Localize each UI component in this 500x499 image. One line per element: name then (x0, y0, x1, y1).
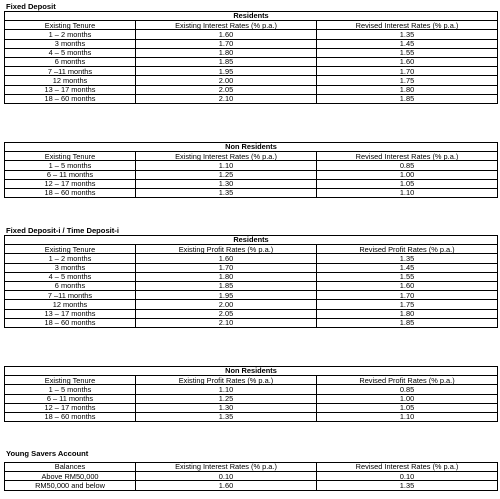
table-cell: 1.95 (136, 291, 317, 300)
table-cell: 1.80 (136, 272, 317, 281)
table-cell: 12 – 17 months (5, 179, 136, 188)
table-cell: 1.85 (317, 318, 498, 327)
column-header: Revised Interest Rates (% p.a.) (317, 21, 498, 30)
table-cell: 7 –11 months (5, 291, 136, 300)
table-cell: 2.00 (136, 76, 317, 85)
table-row (5, 394, 498, 403)
table-row (5, 254, 498, 263)
group-label: Non Residents (5, 367, 498, 376)
table-row (5, 291, 498, 300)
table-cell: 1.70 (317, 291, 498, 300)
table-cell: 2.10 (136, 94, 317, 103)
column-header: Existing Tenure (5, 376, 136, 385)
table-row (5, 281, 498, 290)
table-row (5, 170, 498, 179)
table-cell: 1.25 (136, 170, 317, 179)
table-cell: 1 – 2 months (5, 254, 136, 263)
table-cell: 4 – 5 months (5, 48, 136, 57)
column-header: Existing Profit Rates (% p.a.) (136, 376, 317, 385)
table-header-row (5, 463, 498, 472)
table-cell: 7 –11 months (5, 67, 136, 76)
table-cell: 18 – 60 months (5, 188, 136, 197)
table-row (5, 48, 498, 57)
table-cell: 0.85 (317, 385, 498, 394)
table-cell: 12 – 17 months (5, 403, 136, 412)
table-cell: 1.75 (317, 76, 498, 85)
fdi-non-residents-table (4, 366, 498, 422)
table-group-row (5, 236, 498, 245)
table-cell: 6 months (5, 281, 136, 290)
column-header: Existing Interest Rates (% p.a.) (136, 21, 317, 30)
table-cell: 1.60 (136, 481, 317, 490)
table-cell: 1.60 (317, 57, 498, 66)
table-cell: 1.35 (136, 188, 317, 197)
table-cell: 1.10 (136, 161, 317, 170)
section-title-fixed-deposit-i: Fixed Deposit-i / Time Deposit-i (6, 226, 119, 235)
table-cell: 3 months (5, 39, 136, 48)
table-cell: 1.85 (136, 57, 317, 66)
column-header: Revised Profit Rates (% p.a.) (317, 376, 498, 385)
table-cell: 1.70 (136, 263, 317, 272)
section-title-fixed-deposit: Fixed Deposit (6, 2, 56, 11)
table-cell: 1.70 (136, 39, 317, 48)
table-row (5, 30, 498, 39)
table-row (5, 188, 498, 197)
table-cell: 12 months (5, 300, 136, 309)
table-cell: 1.35 (317, 481, 498, 490)
table-header-row (5, 245, 498, 254)
table-row (5, 412, 498, 421)
table-cell: 1.05 (317, 403, 498, 412)
table-cell: 6 – 11 months (5, 394, 136, 403)
table-row (5, 403, 498, 412)
young-savers-table (4, 462, 498, 491)
column-header: Existing Interest Rates (% p.a.) (136, 463, 317, 472)
table-cell: 1 – 2 months (5, 30, 136, 39)
table-cell: 2.10 (136, 318, 317, 327)
table-row (5, 300, 498, 309)
fd-residents-table (4, 11, 498, 104)
column-header: Existing Profit Rates (% p.a.) (136, 245, 317, 254)
table-cell: 2.00 (136, 300, 317, 309)
table-cell: 1.80 (136, 48, 317, 57)
table-cell: 1.35 (317, 30, 498, 39)
column-header: Existing Tenure (5, 21, 136, 30)
table-cell: 1.10 (317, 188, 498, 197)
table-cell: 3 months (5, 263, 136, 272)
column-header: Existing Tenure (5, 245, 136, 254)
table-row (5, 94, 498, 103)
table-cell: 0.10 (317, 472, 498, 481)
table-cell: 1 – 5 months (5, 385, 136, 394)
table-row (5, 85, 498, 94)
column-header: Revised Profit Rates (% p.a.) (317, 245, 498, 254)
table-cell: 1.05 (317, 179, 498, 188)
table-cell: 1.25 (136, 394, 317, 403)
column-header: Revised Interest Rates (% p.a.) (317, 463, 498, 472)
table-cell: 6 months (5, 57, 136, 66)
table-cell: 1.55 (317, 48, 498, 57)
table-cell: 6 – 11 months (5, 170, 136, 179)
table-cell: 1 – 5 months (5, 161, 136, 170)
group-label: Non Residents (5, 143, 498, 152)
column-header: Balances (5, 463, 136, 472)
table-row (5, 179, 498, 188)
table-group-row (5, 143, 498, 152)
table-row (5, 309, 498, 318)
table-cell: 2.05 (136, 309, 317, 318)
table-row (5, 472, 498, 481)
table-cell: 1.60 (136, 30, 317, 39)
table-cell: 1.60 (136, 254, 317, 263)
column-header: Revised Interest Rates (% p.a.) (317, 152, 498, 161)
section-title-young-savers: Young Savers Account (6, 449, 89, 458)
table-row (5, 39, 498, 48)
table-cell: 1.95 (136, 67, 317, 76)
table-row (5, 272, 498, 281)
table-cell: 1.60 (317, 281, 498, 290)
table-cell: 18 – 60 months (5, 412, 136, 421)
group-label: Residents (5, 236, 498, 245)
table-group-row (5, 367, 498, 376)
table-row (5, 481, 498, 490)
fd-non-residents-table (4, 142, 498, 198)
table-cell: 1.35 (317, 254, 498, 263)
table-cell: 0.10 (136, 472, 317, 481)
table-cell: 18 – 60 months (5, 318, 136, 327)
table-cell: 1.00 (317, 394, 498, 403)
table-row (5, 57, 498, 66)
table-cell: RM50,000 and below (5, 481, 136, 490)
table-cell: 1.45 (317, 263, 498, 272)
table-header-row (5, 376, 498, 385)
table-cell: 1.85 (317, 94, 498, 103)
table-cell: 1.85 (136, 281, 317, 290)
table-cell: 1.10 (317, 412, 498, 421)
column-header: Existing Tenure (5, 152, 136, 161)
table-row (5, 263, 498, 272)
table-cell: 13 – 17 months (5, 85, 136, 94)
table-cell: 0.85 (317, 161, 498, 170)
table-row (5, 318, 498, 327)
group-label: Residents (5, 12, 498, 21)
table-cell: 4 – 5 months (5, 272, 136, 281)
table-cell: Above RM50,000 (5, 472, 136, 481)
table-header-row (5, 152, 498, 161)
table-cell: 1.10 (136, 385, 317, 394)
table-group-row (5, 12, 498, 21)
table-cell: 2.05 (136, 85, 317, 94)
table-cell: 1.55 (317, 272, 498, 281)
fdi-residents-table (4, 235, 498, 328)
table-cell: 1.45 (317, 39, 498, 48)
table-cell: 1.30 (136, 179, 317, 188)
column-header: Existing Interest Rates (% p.a.) (136, 152, 317, 161)
table-row (5, 161, 498, 170)
table-cell: 1.80 (317, 85, 498, 94)
table-row (5, 385, 498, 394)
table-cell: 1.35 (136, 412, 317, 421)
table-cell: 1.00 (317, 170, 498, 179)
table-row (5, 76, 498, 85)
table-cell: 1.80 (317, 309, 498, 318)
table-cell: 12 months (5, 76, 136, 85)
table-header-row (5, 21, 498, 30)
table-cell: 1.75 (317, 300, 498, 309)
table-cell: 13 – 17 months (5, 309, 136, 318)
table-cell: 1.30 (136, 403, 317, 412)
table-cell: 1.70 (317, 67, 498, 76)
table-row (5, 67, 498, 76)
table-cell: 18 – 60 months (5, 94, 136, 103)
